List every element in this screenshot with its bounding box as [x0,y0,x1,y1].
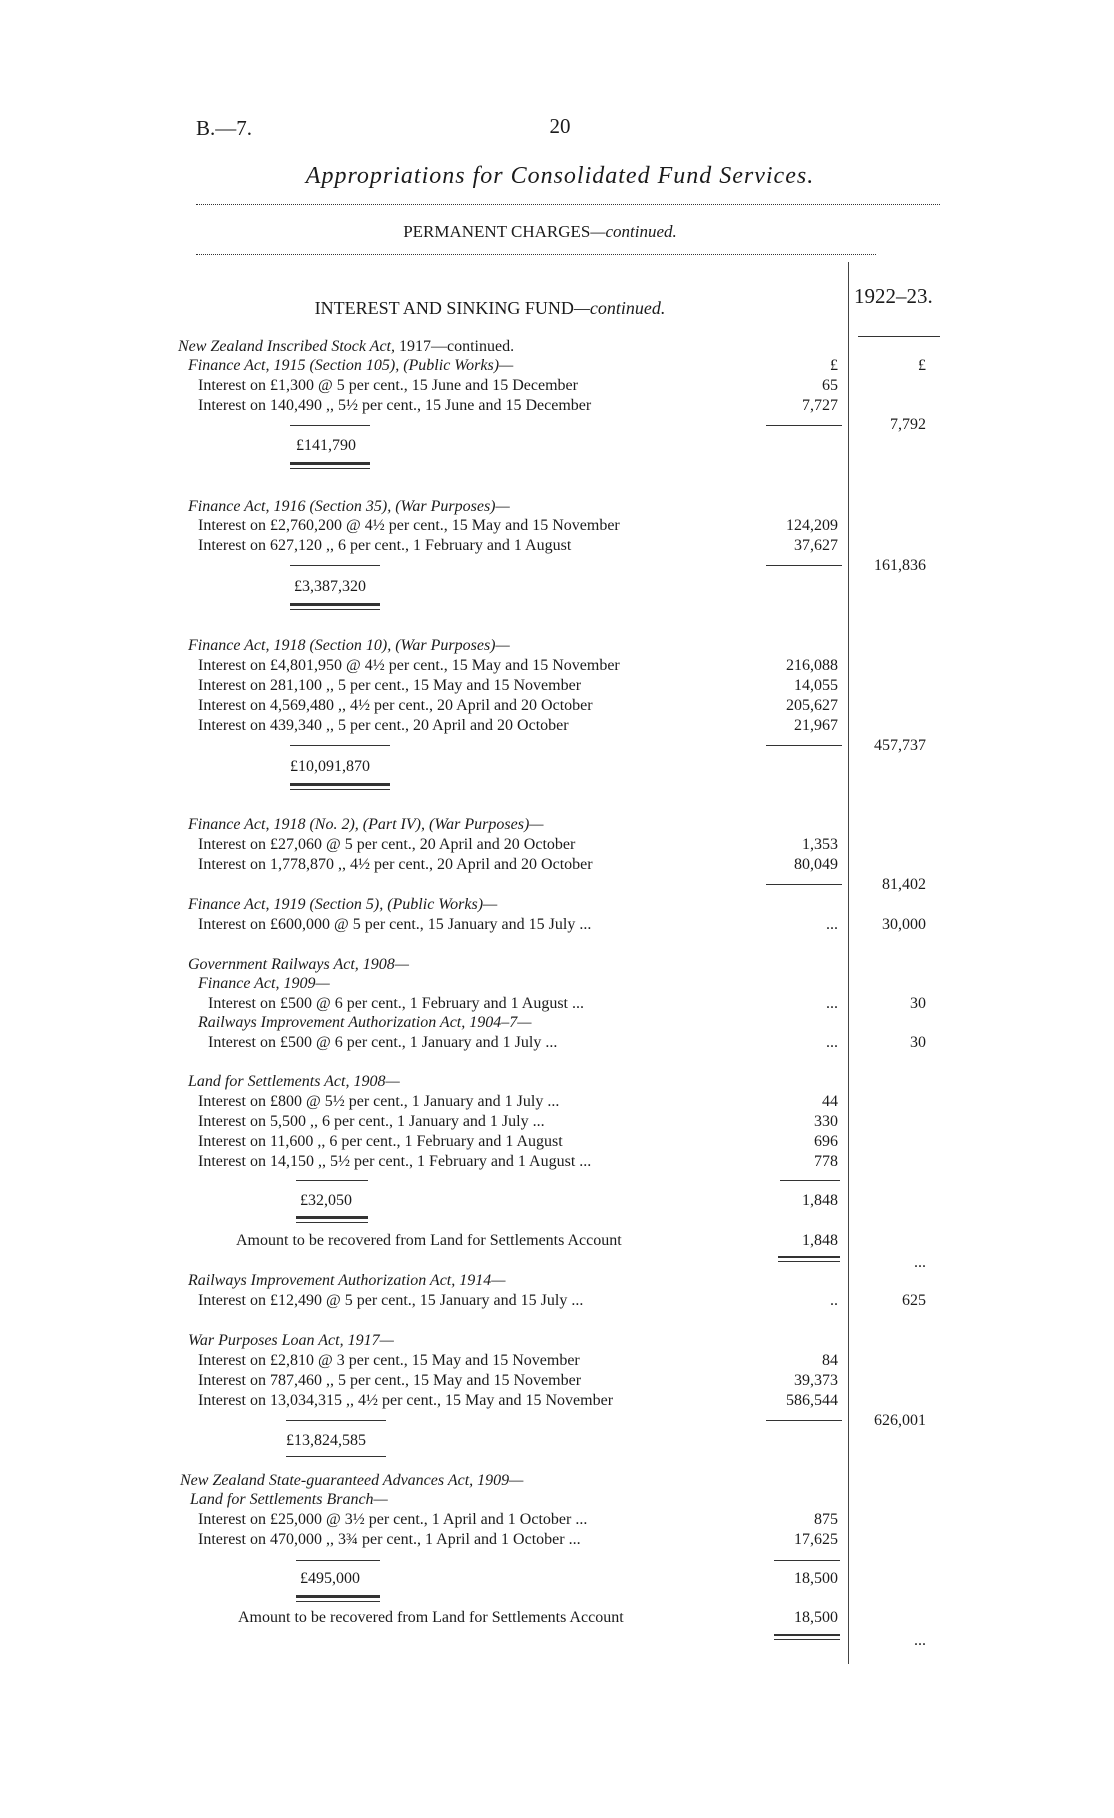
currency-right: £ [918,357,926,374]
interest-amount: 696 [814,1133,838,1150]
land-branch-title: Land for Settlements Branch— [190,1491,388,1508]
section-title [200,298,780,319]
interest-amount: 216,088 [786,657,838,674]
interest-line: Interest on 627,120 ,, 6 per cent., 1 February and 1 August [198,537,572,554]
double-rule [296,1595,380,1598]
document-ref: B.—7. [196,116,253,140]
block-total: £13,824,585 [286,1432,366,1449]
block-subtotal: 1,848 [802,1192,838,1209]
page-number: 20 [549,114,571,138]
rail1904-title: Railways Improvement Authorization Act, 1904–7— [198,1014,532,1031]
nz-stock-title [178,338,514,356]
double-rule [290,789,390,790]
state1909-title: New Zealand State-guaranteed Advances Act, 1909— [180,1472,524,1489]
year-total: 30 [910,995,926,1012]
nz-stock-title-rest: 1917—continued. [395,338,515,355]
year-total: 626,001 [874,1412,926,1429]
rule [290,745,390,746]
year-total: 7,792 [890,416,926,433]
year-total: 81,402 [882,876,926,893]
block-total: £32,050 [300,1192,352,1209]
fa1915-title: Finance Act, 1915 (Section 105), (Public Works)— [188,357,514,374]
interest-amount: ... [826,995,838,1012]
interest-line: Interest on 787,460 ,, 5 per cent., 15 May and 15 November [198,1372,582,1389]
interest-amount: 330 [814,1113,838,1130]
interest-line: Interest on £2,810 @ 3 per cent., 15 May and 15 November [198,1352,580,1369]
column-divider [848,262,849,1664]
interest-amount: 65 [822,377,838,394]
recover-amount: 18,500 [794,1609,838,1626]
fa1909-title: Finance Act, 1909— [198,975,330,992]
section-main: INTEREST AND SINKING FUND [314,298,574,318]
interest-amount: 7,727 [802,397,838,414]
nz-stock-title-italic: New Zealand Inscribed Stock Act, [178,338,395,355]
double-rule [290,609,380,610]
subtitle-continued: —continued. [590,222,677,241]
fa1916-title: Finance Act, 1916 (Section 35), (War Purposes)— [188,498,510,515]
year-total: 457,737 [874,737,926,754]
interest-line: Interest on £2,760,200 @ 4½ per cent., 15 May and 15 November [198,517,620,534]
interest-line: Interest on 5,500 ,, 6 per cent., 1 January and 1 July ... [198,1113,545,1130]
interest-amount: 14,055 [794,677,838,694]
recover-text: Amount to be recovered from Land for Settlements Account [238,1609,624,1626]
interest-amount: 205,627 [786,697,838,714]
fa1919-title: Finance Act, 1919 (Section 5), (Public Works)— [188,896,498,913]
interest-line: Interest on 11,600 ,, 6 per cent., 1 February and 1 August [198,1133,563,1150]
year-total: 30,000 [882,916,926,933]
double-rule [296,1222,368,1223]
block-subtotal: 18,500 [794,1570,838,1587]
section-continued: —continued. [573,298,666,318]
rule [774,1560,840,1561]
interest-amount: 586,544 [786,1392,838,1409]
interest-amount: 37,627 [794,537,838,554]
double-rule [290,783,390,786]
interest-amount: 124,209 [786,517,838,534]
interest-amount: ... [826,1034,838,1051]
rule [290,565,380,566]
land1908-title: Land for Settlements Act, 1908— [188,1073,400,1090]
interest-amount: 80,049 [794,856,838,873]
interest-line: Interest on 1,778,870 ,, 4½ per cent., 20 April and 20 October [198,856,593,873]
year-total: ... [914,1632,926,1649]
rail1914-title: Railways Improvement Authorization Act, 1914— [188,1272,506,1289]
interest-line: Interest on £27,060 @ 5 per cent., 20 April and 20 October [198,836,576,853]
fa1918-title: Finance Act, 1918 (Section 10), (War Purposes)— [188,637,510,654]
rule [286,1456,386,1457]
year-total: 30 [910,1034,926,1051]
interest-amount: 39,373 [794,1372,838,1389]
block-total: £10,091,870 [290,758,370,775]
interest-line: Interest on 439,340 ,, 5 per cent., 20 April and 20 October [198,717,569,734]
interest-amount: 21,967 [794,717,838,734]
double-rule [290,603,380,606]
interest-amount: 875 [814,1511,838,1528]
recover-amount: 1,848 [802,1232,838,1249]
double-rule [290,462,370,465]
year-total: 161,836 [874,557,926,574]
rule [290,425,370,426]
interest-amount: ... [826,916,838,933]
interest-line: Interest on 140,490 ,, 5½ per cent., 15 June and 15 December [198,397,592,414]
rule [780,1180,840,1181]
page-title: Appropriations for Consolidated Fund Services. [305,163,815,189]
rule [296,1180,368,1181]
interest-line: Interest on £600,000 @ 5 per cent., 15 January and 15 July ... [198,916,592,933]
interest-amount: 17,625 [794,1531,838,1548]
double-rule [290,468,370,469]
interest-line: Interest on £500 @ 6 per cent., 1 February and 1 August ... [208,995,584,1012]
war1917-title: War Purposes Loan Act, 1917— [188,1332,394,1349]
year-column-header: 1922–23. [854,284,933,308]
interest-line: Interest on 13,034,315 ,, 4½ per cent., 15 May and 15 November [198,1392,614,1409]
year-header-rule [858,336,940,337]
interest-line: Interest on £12,490 @ 5 per cent., 15 January and 15 July ... [198,1292,584,1309]
govrail-title: Government Railways Act, 1908— [188,956,410,973]
rule [286,1420,386,1421]
interest-line: Interest on £4,801,950 @ 4½ per cent., 15 May and 15 November [198,657,620,674]
interest-line: Interest on 14,150 ,, 5½ per cent., 1 February and 1 August ... [198,1153,592,1170]
interest-line: Interest on 281,100 ,, 5 per cent., 15 May and 15 November [198,677,582,694]
interest-amount: 84 [822,1352,838,1369]
block-total: £495,000 [300,1570,360,1587]
year-total: 625 [902,1292,926,1309]
interest-line: Interest on 470,000 ,, 3¾ per cent., 1 April and 1 October ... [198,1531,581,1548]
double-rule [296,1216,368,1219]
header-rule [196,204,940,205]
subtitle-main: PERMANENT CHARGES [403,222,591,241]
interest-amount: 1,353 [802,836,838,853]
subtitle-rule [196,254,876,255]
interest-line: Interest on 4,569,480 ,, 4½ per cent., 20 April and 20 October [198,697,593,714]
double-rule [296,1601,380,1602]
interest-line: Interest on £500 @ 6 per cent., 1 January and 1 July ... [208,1034,558,1051]
block-total: £3,387,320 [294,578,366,595]
currency-left: £ [830,357,838,374]
year-total: ... [914,1254,926,1271]
interest-amount: 778 [814,1153,838,1170]
fa1918no2-title: Finance Act, 1918 (No. 2), (Part IV), (War Purposes)— [188,816,544,833]
block-total: £141,790 [296,437,356,454]
interest-amount: 44 [822,1093,838,1110]
interest-line: Interest on £25,000 @ 3½ per cent., 1 April and 1 October ... [198,1511,588,1528]
subtitle [340,222,740,242]
interest-line: Interest on £1,300 @ 5 per cent., 15 June and 15 December [198,377,578,394]
interest-amount: .. [830,1292,838,1309]
recover-text: Amount to be recovered from Land for Settlements Account [236,1232,622,1249]
interest-line: Interest on £800 @ 5½ per cent., 1 January and 1 July ... [198,1093,560,1110]
rule [296,1560,380,1561]
